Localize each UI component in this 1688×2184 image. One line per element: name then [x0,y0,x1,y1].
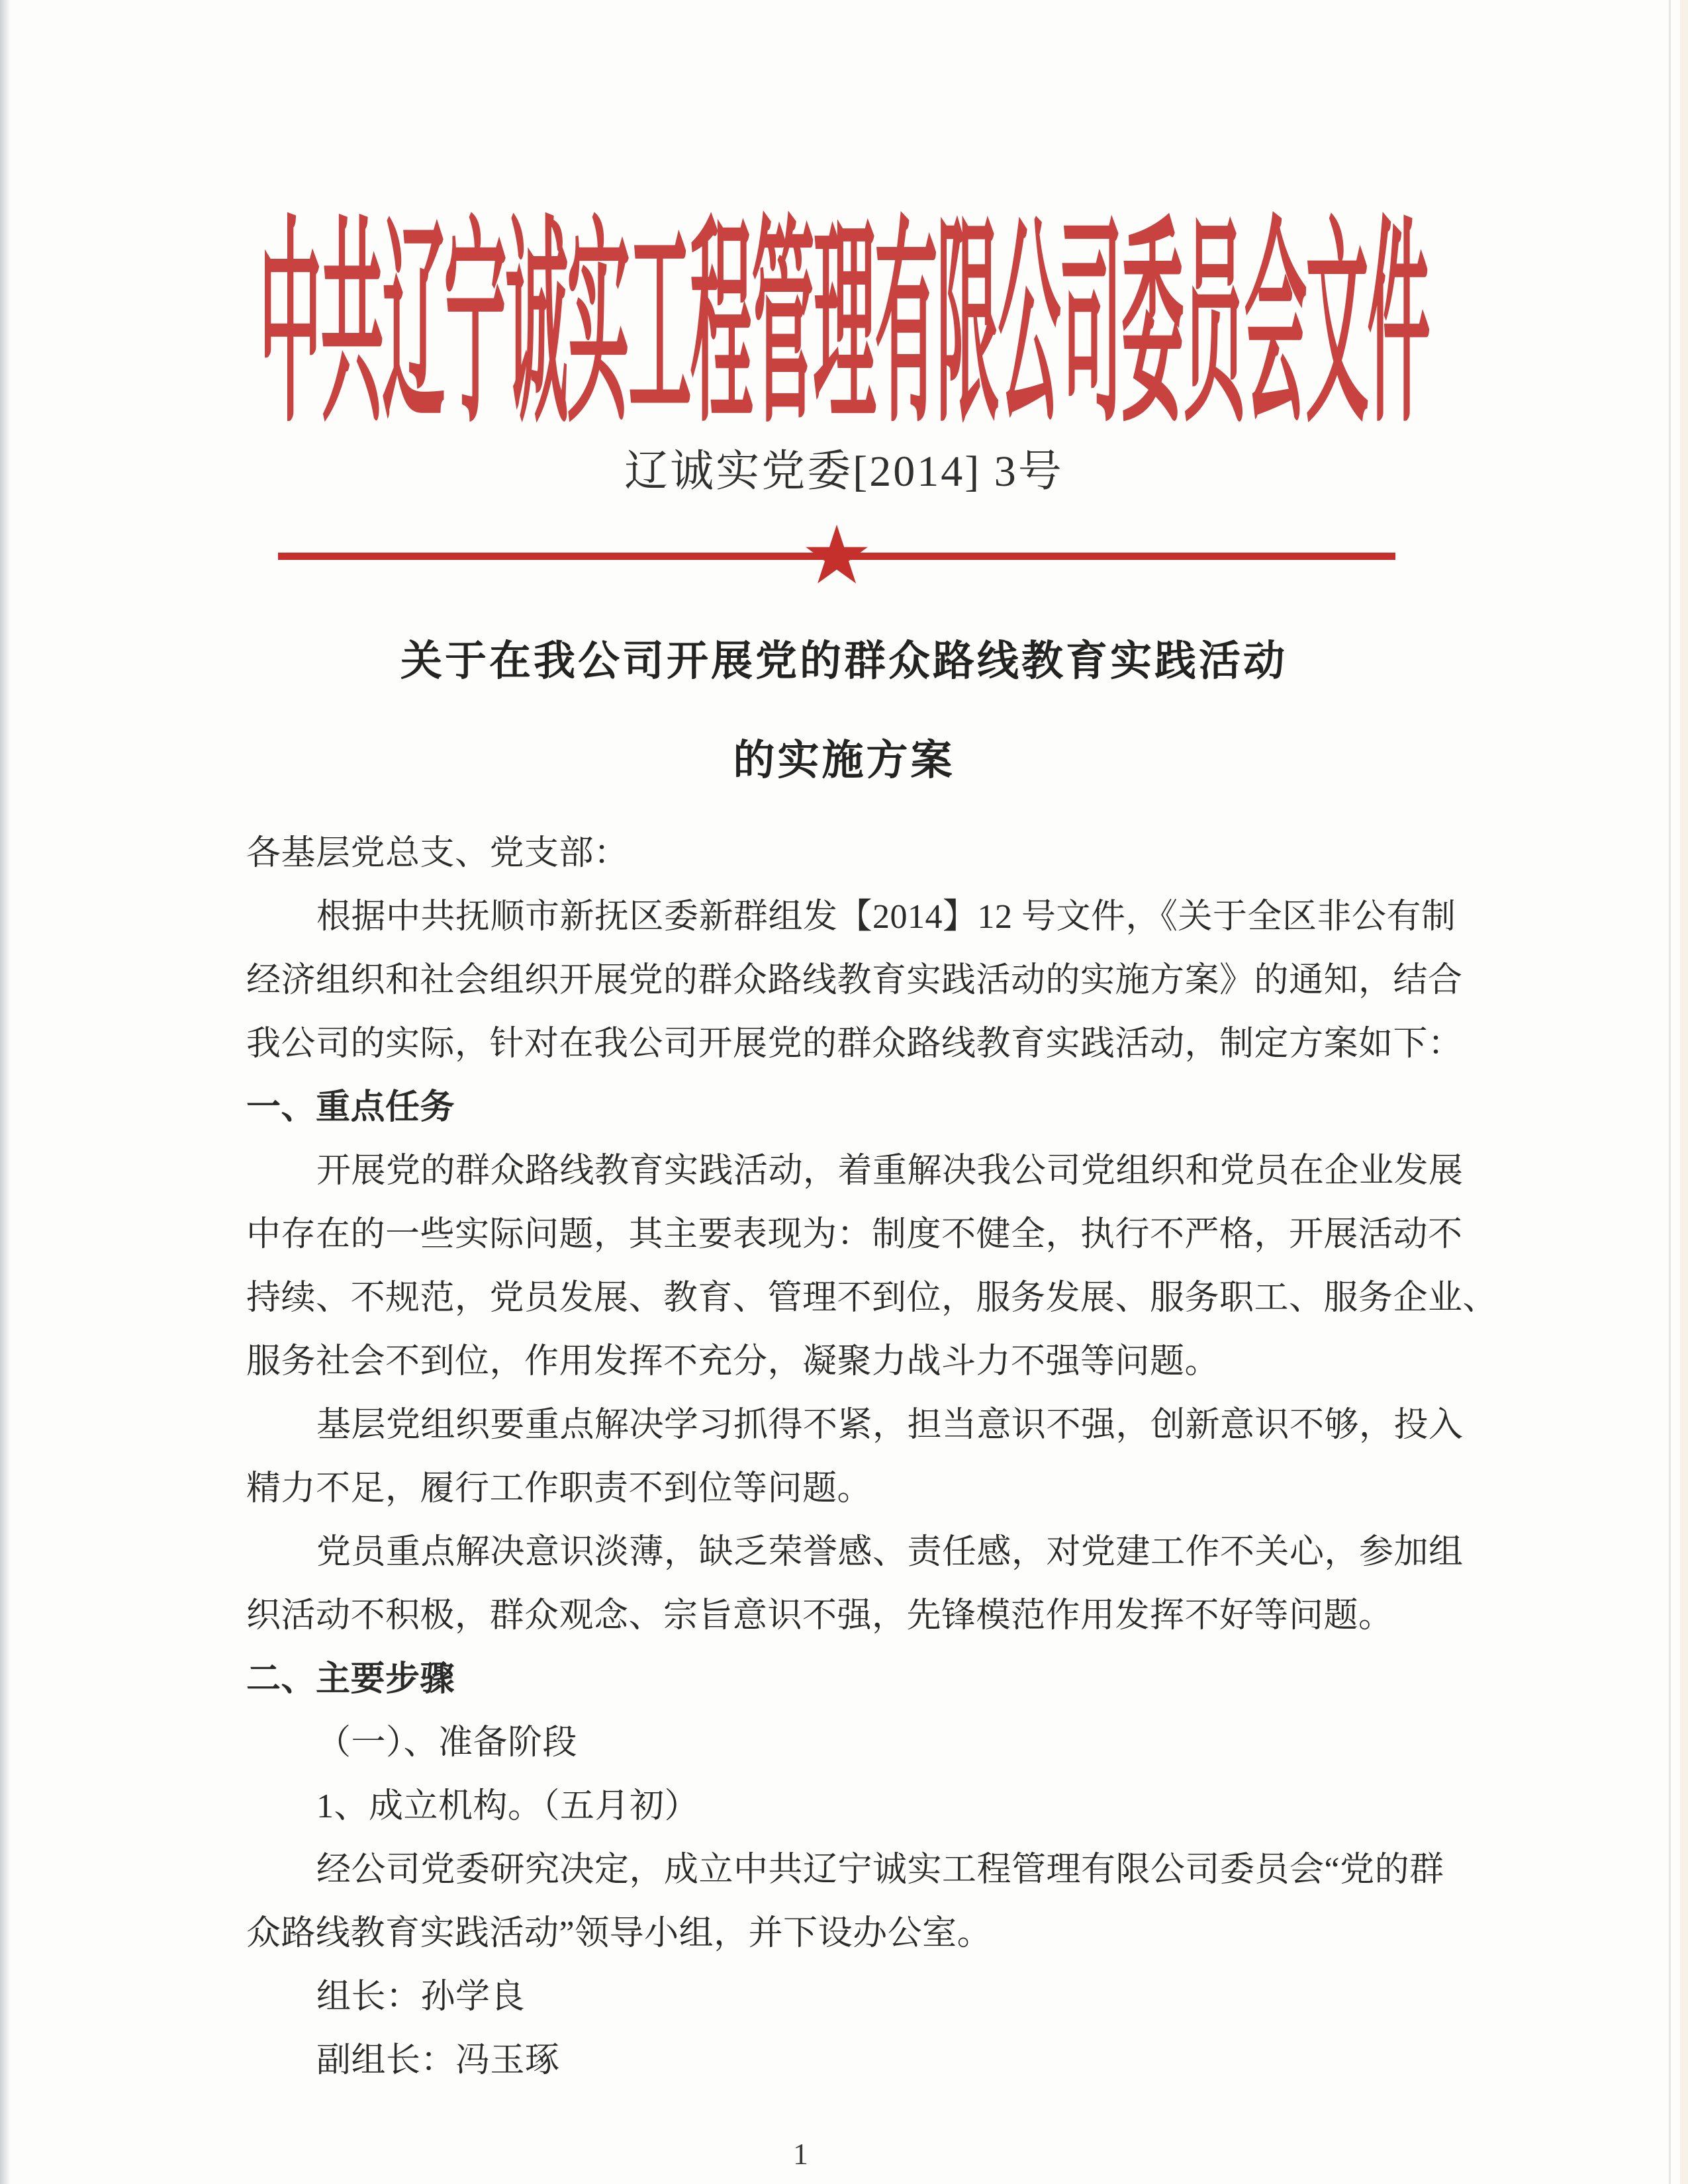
page-number: 1 [793,2137,808,2171]
body-line: 基层党组织要重点解决学习抓得不紧，担当意识不强，创新意识不够，投入 [316,1406,1464,1444]
body-line: 经济组织和社会组织开展党的群众路线教育实践活动的实施方案》的通知，结合 [246,962,1463,999]
body-line: 经公司党委研究决定，成立中共辽宁诚实工程管理有限公司委员会“党的群 [316,1851,1444,1889]
body-line: 持续、不规范，党员发展、教育、管理不到位，服务发展、服务职工、服务企业、 [246,1279,1498,1317]
body-line: 精力不足，履行工作职责不到位等问题。 [246,1470,872,1508]
body-line: 我公司的实际，针对在我公司开展党的群众路线教育实践活动，制定方案如下： [246,1025,1463,1063]
body-line: （一）、准备阶段 [316,1724,578,1762]
body-line: 众路线教育实践活动”领导小组，并下设办公室。 [246,1915,992,1952]
body-line: 中存在的一些实际问题，其主要表现为：制度不健全，执行不严格，开展活动不 [246,1216,1463,1253]
body-line: 1、成立机构。（五月初） [316,1788,700,1825]
body-line: 根据中共抚顺市新抚区委新群组发【2014】12 号文件，《关于全区非公有制 [316,898,1456,936]
document-masthead [0,185,1688,449]
header-divider [278,512,1395,601]
body-line: 织活动不积极，群众观念、宗旨意识不强，先锋模范作用发挥不好等问题。 [246,1597,1393,1635]
body-line: 党员重点解决意识淡薄，缺乏荣誉感、责任感，对党建工作不关心，参加组 [316,1533,1464,1571]
document-number: 辽诚实党委[2014] 3号 [624,447,1064,496]
masthead-title-text: 中共辽宁诚实工程管理有限公司委员会文件 [259,203,1429,449]
document-body [246,822,1498,2093]
body-line: 副组长：冯玉琢 [316,2042,560,2079]
body-line: 开展党的群众路线教育实践活动，着重解决我公司党组织和党员在企业发展 [316,1152,1464,1190]
body-line: 一、重点任务 [246,1089,455,1126]
body-line: 服务社会不到位，作用发挥不充分，凝聚力战斗力不强等问题。 [246,1343,1220,1381]
star-icon: ★ [800,512,873,601]
body-line: 各基层党总支、党支部： [246,835,629,872]
body-line: 二、主要步骤 [246,1661,455,1698]
body-line: 组长：孙学良 [316,1978,526,2016]
document-title-line1: 关于在我公司开展党的群众路线教育实践活动 [400,638,1288,684]
document-title-line2: 的实施方案 [733,737,955,784]
